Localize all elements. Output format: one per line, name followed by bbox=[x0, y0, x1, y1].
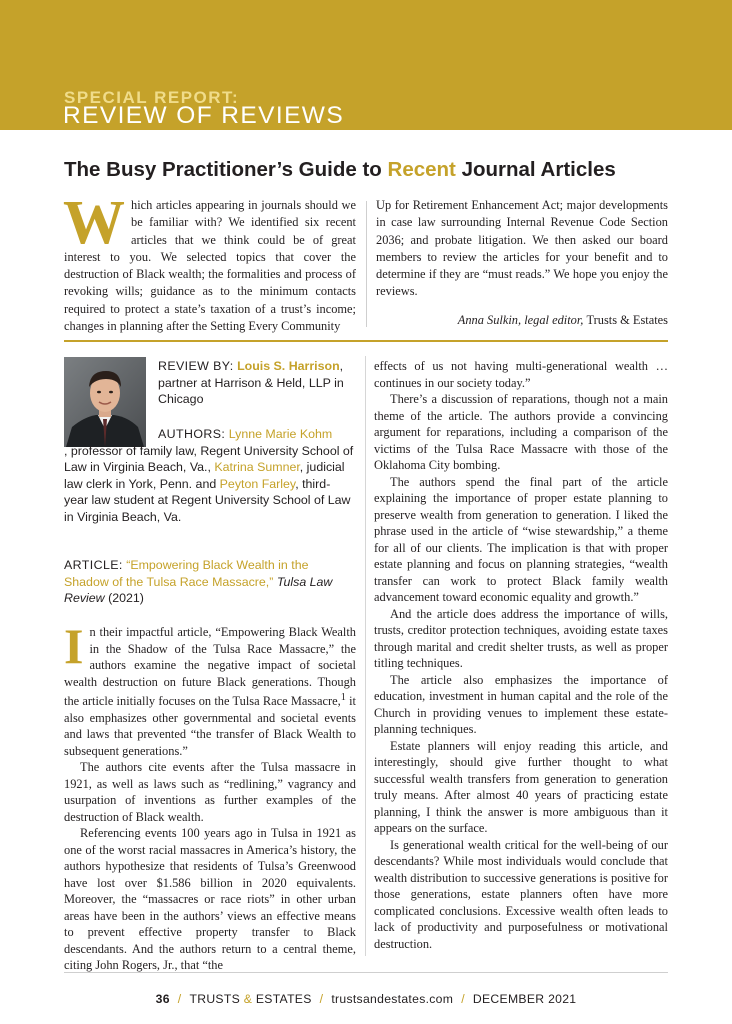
body-paragraph: The article also emphasizes the importance of education, investment in human capital and the role of the Church in providing venues to implement these estate-planning techniques. bbox=[374, 672, 668, 736]
section-title: REVIEW OF REVIEWS bbox=[63, 102, 345, 129]
footnote-marker: 1 bbox=[340, 692, 346, 703]
body-paragraph: effects of us not having multi-generational wealth … continues in our society today.” bbox=[374, 359, 668, 390]
issue-year: 2021 bbox=[548, 992, 577, 1006]
publication-name bbox=[189, 992, 311, 1006]
body-paragraph bbox=[64, 618, 356, 759]
reviewer-desc: , partner at Harrison & Held, LLP in Chicago bbox=[158, 359, 344, 406]
title-part: The Busy Practitioner’s Guide to bbox=[64, 158, 388, 181]
body-paragraph: The authors cite events after the Tulsa massacre in 1921, as well as laws such as “redlining,” vagrancy and usurpation of inventions as further examples of the destruction of Black wealth. bbox=[64, 760, 356, 824]
signature-name: Anna Sulkin, legal editor, bbox=[457, 313, 584, 327]
intro-left-column bbox=[63, 189, 356, 335]
reviewer-name: Louis S. Harrison bbox=[237, 359, 340, 373]
authors bbox=[64, 426, 354, 525]
journal-name: Tulsa Law Review bbox=[64, 574, 333, 605]
page-title bbox=[64, 158, 684, 182]
editor-signature bbox=[458, 313, 668, 328]
author-desc: , professor of family law, Regent University School of Law in Virginia Beach, Va., bbox=[64, 443, 354, 474]
body-paragraph: Referencing events 100 years ago in Tulsa in 1921 as one of the worst racial massacres in America’s history, the authors hypothesize that residents of Tulsa’s Greenwood have lost over $1.586 billion in 2020 equivalents. Moreover, the “massacres or race riots” in other urban areas have been in the authors’ views an effective means to prevent effective property transfer to Black descendants. And the authors return to a central theme, citing John Rogers, Jr., that “the bbox=[64, 826, 356, 973]
footer-separator: / bbox=[461, 992, 465, 1006]
signature-publication: Trusts & Estates bbox=[586, 313, 668, 327]
title-part: Journal Articles bbox=[455, 158, 616, 181]
body-dropcap: I bbox=[64, 618, 84, 674]
footer-separator: / bbox=[319, 992, 324, 1006]
intro-right-column bbox=[376, 197, 668, 301]
publication-name-part: ESTATES bbox=[255, 992, 312, 1006]
authors-label: AUTHORS: bbox=[158, 427, 226, 441]
publication-ampersand: & bbox=[243, 992, 253, 1006]
publication-url[interactable]: trustsandestates.com bbox=[331, 992, 454, 1006]
body-paragraph: Estate planners will enjoy reading this article, and interestingly, should give further thought to what successful wealth transfers from generation to generation truly means. After almost 40 years of practicing estate planning, I think the answer is more ambiguous than it appears on the surface. bbox=[374, 738, 668, 835]
section-kicker: SPECIAL REPORT: bbox=[64, 88, 240, 107]
section-rule bbox=[64, 340, 668, 342]
body-paragraph: And the article does address the importance of wills, trusts, creditor protection techniques, avoiding estate taxes through marital and credit shelter trusts, as well as proper titling techniques. bbox=[374, 606, 668, 670]
review-by bbox=[158, 358, 352, 408]
article-reference bbox=[64, 557, 356, 607]
intro-left-text: hich articles appearing in journals should we be familiar with? We identified six recent articles that we think could be of great interest to you. We selected topics that cover the destruction of Black wealth; the formalities and process of revoking wills; guidance as to the minimum contacts required to protect a state’s taxation of a trust’s income; changes in planning after the Setting Every Community bbox=[64, 198, 356, 334]
footer-separator: / bbox=[177, 992, 182, 1006]
author-name: Peyton Farley bbox=[219, 476, 296, 491]
publication-name-part: TRUSTS bbox=[189, 992, 241, 1006]
page-number: 36 bbox=[155, 992, 170, 1006]
column-divider bbox=[365, 356, 366, 956]
author-desc: , third-year law student at Regent University School of Law in Virginia Beach, Va. bbox=[64, 476, 351, 524]
author-name: Katrina Sumner bbox=[214, 460, 300, 474]
intro-dropcap: W bbox=[63, 189, 125, 257]
body-paragraph: The authors spend the final part of the article explaining the importance of proper estate planning to preserve wealth from generation to generation. I liked the phrase used in the article of “wise stewardship,” a theme for all of our clients. The implication is that with proper estate planning and focus on planning strategies, “wealth transfer can work to protect Black family wealth advancement toward economic equality and growth.” bbox=[374, 474, 668, 604]
author-name: Lynne Marie Kohm bbox=[228, 427, 333, 441]
footer-rule bbox=[64, 972, 668, 973]
column-divider bbox=[366, 201, 367, 327]
article-label: ARTICLE: bbox=[64, 558, 123, 572]
intro-right-text: Up for Retirement Enhancement Act; major developments in case law surrounding Internal Revenue Code Section 2036; and probate litigation. We then asked our board members to review the articles for your benefit and to determine if they are “must reads.” We hope you enjoy the reviews. bbox=[376, 198, 668, 299]
header-banner bbox=[0, 0, 732, 130]
paragraph-text: n their impactful article, “Empowering Black Wealth in the Shadow of the Tulsa Race Massacre,” the authors examine the negative impact of societal wealth destruction on future Black generations. Though the article initially focuses on the Tulsa Race Massacre, bbox=[64, 625, 356, 709]
article-year: (2021) bbox=[104, 591, 144, 605]
page-footer bbox=[0, 992, 732, 1006]
body-paragraph: There’s a discussion of reparations, though not a main theme of the article. The authors provide a convincing argument for reparations, including a comparison of the victims of the Tulsa Race Massacre with those of the Oklahoma City bombing. bbox=[374, 392, 668, 472]
article-title: “Empowering Black Wealth in the Shadow of the Tulsa Race Massacre,” bbox=[64, 558, 309, 589]
body-right-column bbox=[374, 358, 668, 952]
issue-month: DECEMBER bbox=[472, 992, 545, 1006]
body-left-column bbox=[64, 618, 356, 974]
author-desc: , judicial law clerk in York, Penn. and bbox=[64, 460, 345, 491]
body-paragraph: Is generational wealth critical for the well-being of our descendants? While most individuals would conclude that wealth distribution to successive generations is positive for those generations, estate planners often have more complicated conclusions. Excessive wealth often leads to lack of productivity and purposefulness or motivational destruction. bbox=[374, 837, 668, 951]
title-accent: Recent bbox=[387, 158, 456, 181]
paragraph-text: it also emphasizes other governmental and societal events and laws that prevented “the transfer of Black Wealth to subsequent generations.” bbox=[64, 694, 356, 758]
intro-section bbox=[63, 189, 668, 334]
authors-first-line bbox=[158, 426, 354, 443]
review-by-label: REVIEW BY: bbox=[158, 359, 234, 373]
